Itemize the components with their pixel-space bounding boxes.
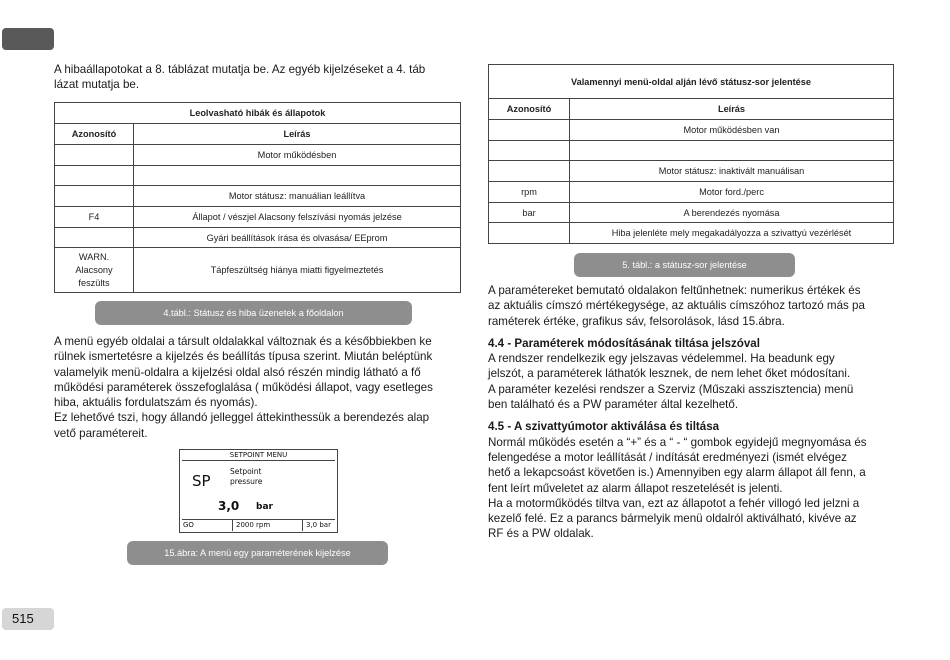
table-cell	[55, 186, 134, 207]
text-line: felengedése a motor leállítását / indítását eredményezi (ismét elvégez	[488, 450, 847, 464]
text-line: hiba, aktuális fordulatszám és nyomás).	[54, 396, 258, 410]
lcd-divider	[232, 520, 233, 531]
lcd-display-figure	[179, 449, 338, 533]
warn-line-1: WARN.	[78, 251, 110, 262]
text-line: működési paraméterek összefoglalása ( működési állapot, vagy esetleges	[54, 380, 433, 394]
text-line: hető a lekapcsoást követően is.) Amennyiben egy alarm állapot áll fenn, a	[488, 466, 866, 480]
status-table-title: Valamennyi menü-oldal alján lévő státusz-sor jelentése	[489, 65, 894, 99]
text-line: Ha a motorműködés tiltva van, ezt az állapotot a fehér villogó led jelzni a	[488, 496, 860, 510]
table4-caption: 4.tábl.: Státusz és hiba üzenetek a főoldalon	[95, 301, 412, 325]
text-line: vető paramétereit.	[54, 426, 148, 440]
right-text	[488, 283, 894, 542]
table-cell: Tápfeszültség hiánya miatti figyelmeztetés	[134, 248, 461, 293]
status-col-desc: Leírás	[570, 99, 894, 120]
text-line: A paramétereket bemutató oldalakon feltűnhetnek: numerikus értékek és	[488, 284, 861, 297]
table-cell	[55, 228, 134, 248]
text-line: Ez lehetővé tszi, hogy állandó jelleggel áttekinthessük a berendezés alap	[54, 411, 430, 425]
lcd-divider	[182, 460, 335, 461]
lcd-speed: 2000 rpm	[236, 521, 271, 529]
intro-line-2: lázat mutatja be.	[54, 78, 140, 92]
table-cell	[134, 166, 461, 186]
table-cell: Motor státusz: inaktivált manuálisan	[570, 161, 894, 182]
table-cell: Hiba jelenléte mely megakadályozza a szivattyú vezérlését	[570, 223, 894, 244]
status-row-table	[488, 64, 894, 244]
lcd-divider	[182, 519, 335, 520]
text-line: valamelyik menü-oldalra a kijelzési oldal alsó részén mindig látható a fő	[54, 365, 421, 379]
lcd-value: 3,0	[218, 499, 240, 513]
text-line: Normál működés esetén a “+” és a “ - “ gombok egyidejű megnyomása és	[488, 435, 867, 449]
table5-caption: 5. tábl.: a státusz-sor jelentése	[574, 253, 795, 277]
lcd-title: SETPOINT MENU	[229, 451, 288, 459]
text-line: rülnek ismertetésre a kijelzés és beállítás típusa szerint. Miután beléptünk	[54, 350, 433, 364]
table-cell	[489, 120, 570, 141]
intro-line-1: A hibaállapotokat a 8. táblázat mutatja be. Az egyéb kijelzéseket a 4. táb	[54, 63, 426, 76]
table-cell	[489, 223, 570, 244]
lcd-status: GO	[183, 521, 194, 529]
text-line: raméterek értéke, grafikus sáv, felsorolások, lásd 15.ábra.	[488, 314, 785, 328]
table-cell: rpm	[489, 182, 570, 203]
text-line: ben található és a PW paraméter által kezelhető.	[488, 398, 739, 412]
lcd-param-code: SP	[192, 472, 211, 490]
text-line: RF és a PW oldalak.	[488, 527, 594, 541]
errors-table	[54, 102, 461, 293]
warn-line-2: Alacsony	[75, 264, 113, 275]
table-cell: bar	[489, 203, 570, 223]
lcd-unit: bar	[256, 502, 273, 512]
table-cell	[55, 145, 134, 166]
lcd-desc-line-2: pressure	[230, 477, 263, 486]
section-4-5-heading: 4.5 - A szivattyúmotor aktiválása és tiltása	[488, 420, 720, 434]
table-cell: Motor működésben	[134, 145, 461, 166]
page-number: 515	[2, 608, 54, 630]
text-line: A paraméter kezelési rendszer a Szerviz (Műszaki asszisztencia) menü	[488, 382, 854, 396]
table-cell: Motor működésben van	[570, 120, 894, 141]
text-line: fent leírt műveletet az alarm állapot reszetelését is jelenti.	[488, 481, 783, 495]
text-line: az aktuális címszó mértékegysége, az aktuális címszóhoz tartozó más pa	[488, 299, 865, 313]
lcd-pressure: 3,0 bar	[306, 521, 331, 529]
table-cell: Állapot / vészjel Alacsony felszívási nyomás jelzése	[134, 207, 461, 228]
table-cell	[489, 161, 570, 182]
table-cell: F4	[55, 207, 134, 228]
chapter-tab	[2, 28, 54, 50]
errors-table-title: Leolvasható hibák és állapotok	[55, 103, 461, 124]
errors-col-id: Azonosító	[55, 124, 134, 145]
text-line: A rendszer rendelkezik egy jelszavas védelemmel. Ha beadunk egy	[488, 352, 835, 366]
menu-paragraph	[54, 334, 464, 441]
table-cell	[55, 248, 134, 293]
status-col-id: Azonosító	[489, 99, 570, 120]
table-cell: A berendezés nyomása	[570, 203, 894, 223]
intro-text	[54, 62, 464, 93]
figure15-caption: 15.ábra: A menü egy paraméterének kijelzése	[127, 541, 388, 565]
lcd-divider	[302, 520, 303, 531]
table-cell	[489, 141, 570, 161]
errors-col-desc: Leírás	[134, 124, 461, 145]
lcd-desc-line-1: Setpoint	[230, 467, 262, 476]
table-cell: Gyári beállítások írása és olvasása/ EEprom	[134, 228, 461, 248]
table-cell	[55, 166, 134, 186]
table-cell: Motor ford./perc	[570, 182, 894, 203]
table-cell	[570, 141, 894, 161]
section-4-4-heading: 4.4 - Paraméterek módosításának tiltása jelszóval	[488, 336, 760, 350]
text-line: jelszót, a paraméterek láthatók lesznek, de nem lehet őket módosítani.	[488, 367, 851, 381]
text-line: kezelő felé. Ez a parancs bármelyik menü oldalról aktiválható, kivéve az	[488, 512, 857, 526]
text-line: A menü egyéb oldalai a társult oldalakkal változnak és a későbbiekben ke	[54, 335, 432, 348]
warn-line-3: feszülts	[78, 277, 110, 288]
table-cell: Motor státusz: manuálian leállítva	[134, 186, 461, 207]
